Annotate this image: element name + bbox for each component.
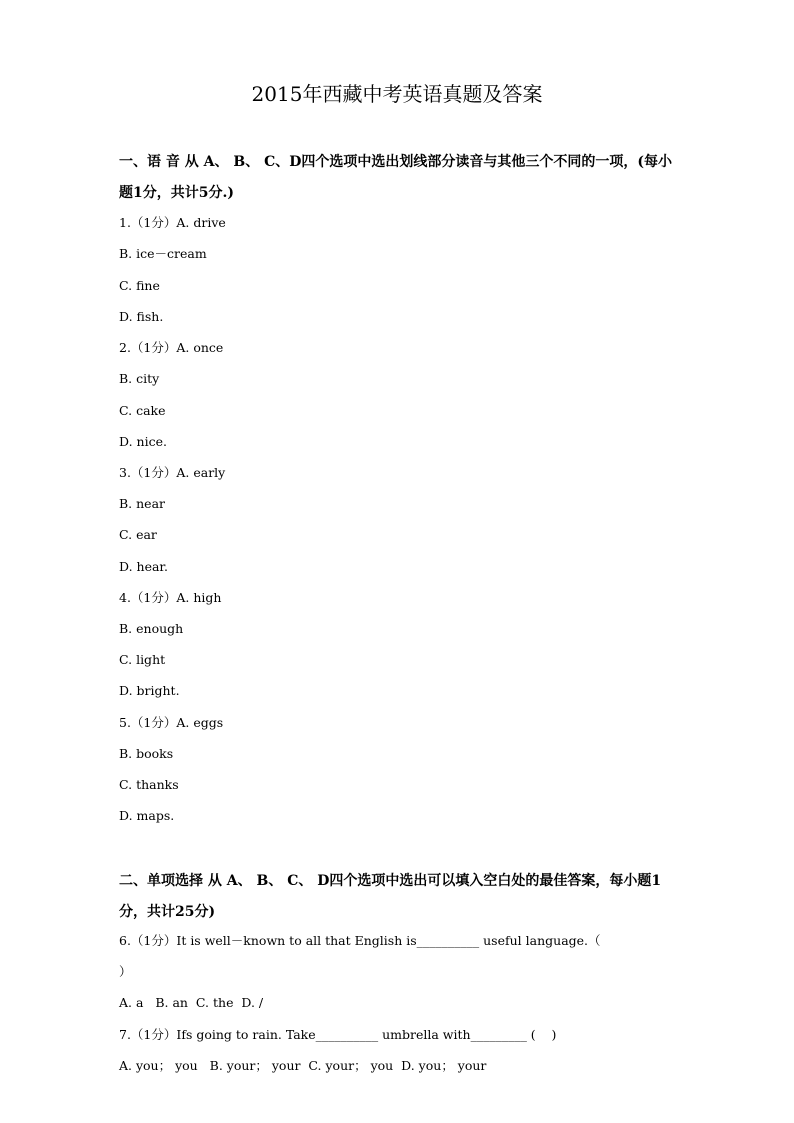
- question-continuation: ）: [119, 964, 132, 979]
- question-line: 6.（1分）It is well－known to all that English is__________ useful language.（: [119, 933, 601, 948]
- option-line: B. books: [119, 746, 174, 761]
- option-line: C. ear: [119, 527, 157, 542]
- option-line: A. a B. an C. the D. /: [119, 995, 264, 1010]
- question-line: 4.（1分）A. high: [119, 590, 222, 605]
- option-line: D. hear.: [119, 559, 168, 574]
- question-line: 2.（1分）A. once: [119, 340, 224, 355]
- option-line: B. city: [119, 371, 160, 386]
- option-line: B. enough: [119, 621, 184, 636]
- section2-heading-line1: 二、单项选择 从 A、 B、 C、 D四个选项中选出可以填入空白处的最佳答案，每小题1: [119, 873, 662, 889]
- option-line: B. ice－cream: [119, 246, 207, 261]
- section1-heading-line1: 一、语 音 从 A、 B、 C、D四个选项中选出划线部分读音与其他三个不同的一项，(每小: [119, 154, 672, 170]
- section1-heading-line2: 题1分，共计5分.): [119, 185, 234, 201]
- option-line: D. fish.: [119, 309, 164, 324]
- option-line: B. near: [119, 496, 166, 511]
- page-title: 2015年西藏中考英语真题及答案: [251, 82, 543, 106]
- option-line: A. you； you B. your； your C. your； you D. you； your: [119, 1058, 487, 1073]
- option-line: C. cake: [119, 403, 166, 418]
- option-line: C. thanks: [119, 777, 179, 792]
- question-line: 5.（1分）A. eggs: [119, 715, 224, 730]
- question-line: 1.（1分）A. drive: [119, 215, 226, 230]
- option-line: D. nice.: [119, 434, 167, 449]
- question-line: 3.（1分）A. early: [119, 465, 226, 480]
- option-line: C. light: [119, 652, 166, 667]
- option-line: D. bright.: [119, 683, 180, 698]
- option-line: D. maps.: [119, 808, 175, 823]
- question-line: 7.（1分）Ifs going to rain. Take__________ umbrella with_________ ( ): [119, 1027, 557, 1042]
- option-line: C. fine: [119, 278, 160, 293]
- section2-heading-line2: 分，共计25分): [119, 904, 216, 920]
